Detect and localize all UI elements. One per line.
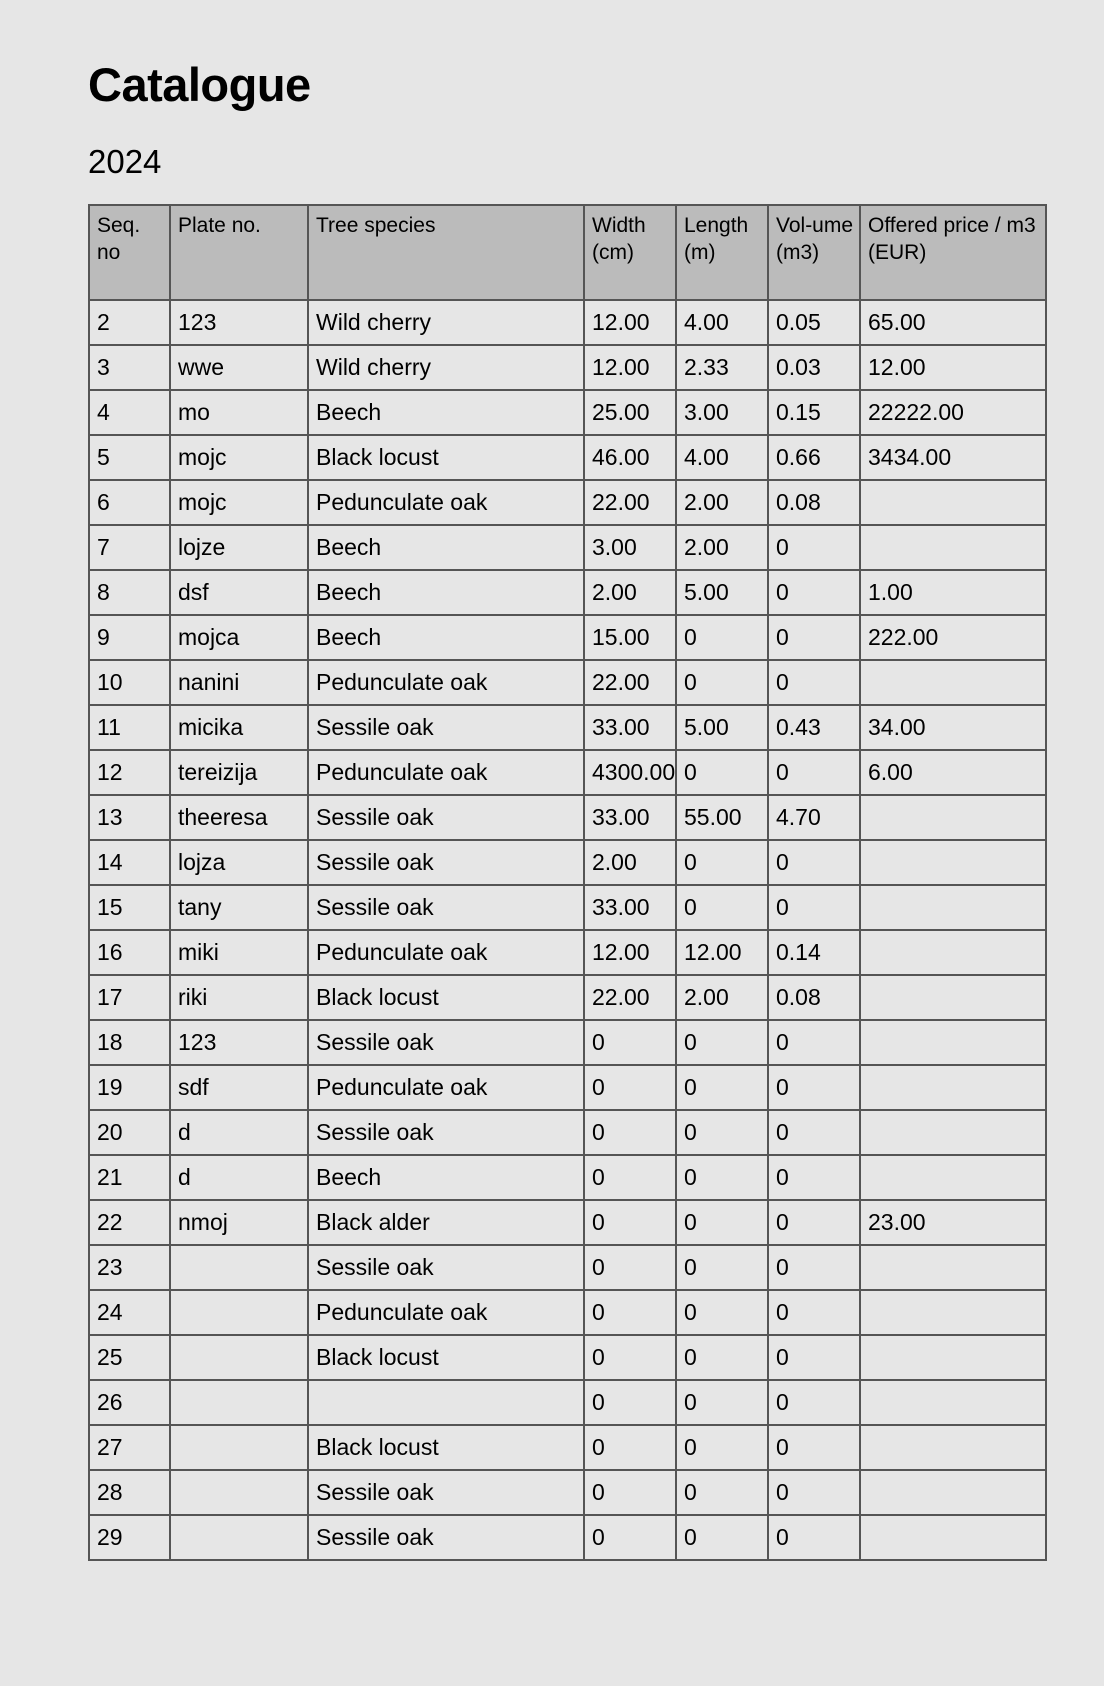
cell-tree-species: Black locust bbox=[308, 975, 584, 1020]
cell-length: 0 bbox=[676, 1515, 768, 1560]
cell-seq-no: 7 bbox=[89, 525, 170, 570]
cell-seq-no: 26 bbox=[89, 1380, 170, 1425]
cell-volume: 0.14 bbox=[768, 930, 860, 975]
cell-seq-no: 20 bbox=[89, 1110, 170, 1155]
cell-plate-no: miki bbox=[170, 930, 308, 975]
cell-width: 33.00 bbox=[584, 795, 676, 840]
cell-seq-no: 10 bbox=[89, 660, 170, 705]
cell-plate-no: 123 bbox=[170, 300, 308, 345]
cell-plate-no bbox=[170, 1425, 308, 1470]
cell-width: 46.00 bbox=[584, 435, 676, 480]
cell-offered-price: 23.00 bbox=[860, 1200, 1046, 1245]
cell-length: 0 bbox=[676, 1335, 768, 1380]
cell-length: 5.00 bbox=[676, 570, 768, 615]
cell-offered-price: 6.00 bbox=[860, 750, 1046, 795]
cell-offered-price bbox=[860, 480, 1046, 525]
cell-width: 33.00 bbox=[584, 705, 676, 750]
cell-volume: 0 bbox=[768, 885, 860, 930]
cell-length: 4.00 bbox=[676, 300, 768, 345]
table-row bbox=[89, 1335, 1046, 1380]
cell-length: 0 bbox=[676, 615, 768, 660]
cell-seq-no: 11 bbox=[89, 705, 170, 750]
cell-plate-no: mojca bbox=[170, 615, 308, 660]
cell-width: 0 bbox=[584, 1470, 676, 1515]
cell-plate-no: tereizija bbox=[170, 750, 308, 795]
cell-seq-no: 4 bbox=[89, 390, 170, 435]
cell-plate-no: mojc bbox=[170, 435, 308, 480]
cell-plate-no: mojc bbox=[170, 480, 308, 525]
cell-volume: 0.15 bbox=[768, 390, 860, 435]
cell-seq-no: 29 bbox=[89, 1515, 170, 1560]
cell-plate-no bbox=[170, 1380, 308, 1425]
header-tree-species: Tree species bbox=[308, 205, 584, 300]
cell-seq-no: 15 bbox=[89, 885, 170, 930]
table-row bbox=[89, 660, 1046, 705]
cell-offered-price: 12.00 bbox=[860, 345, 1046, 390]
cell-offered-price: 3434.00 bbox=[860, 435, 1046, 480]
cell-offered-price bbox=[860, 1425, 1046, 1470]
table-row bbox=[89, 345, 1046, 390]
cell-offered-price bbox=[860, 1245, 1046, 1290]
cell-width: 0 bbox=[584, 1245, 676, 1290]
cell-volume: 0.43 bbox=[768, 705, 860, 750]
table-row bbox=[89, 1470, 1046, 1515]
cell-tree-species bbox=[308, 1380, 584, 1425]
cell-length: 0 bbox=[676, 1065, 768, 1110]
cell-plate-no bbox=[170, 1290, 308, 1335]
cell-seq-no: 5 bbox=[89, 435, 170, 480]
cell-plate-no bbox=[170, 1515, 308, 1560]
cell-tree-species: Sessile oak bbox=[308, 1515, 584, 1560]
cell-plate-no: micika bbox=[170, 705, 308, 750]
cell-volume: 0 bbox=[768, 660, 860, 705]
table-row bbox=[89, 1200, 1046, 1245]
cell-volume: 0 bbox=[768, 1470, 860, 1515]
cell-offered-price bbox=[860, 840, 1046, 885]
cell-length: 0 bbox=[676, 1245, 768, 1290]
cell-length: 2.00 bbox=[676, 525, 768, 570]
cell-seq-no: 8 bbox=[89, 570, 170, 615]
table-row bbox=[89, 435, 1046, 480]
cell-plate-no bbox=[170, 1470, 308, 1515]
table-row bbox=[89, 975, 1046, 1020]
cell-width: 2.00 bbox=[584, 840, 676, 885]
cell-tree-species: Pedunculate oak bbox=[308, 930, 584, 975]
cell-length: 0 bbox=[676, 750, 768, 795]
cell-length: 0 bbox=[676, 1155, 768, 1200]
cell-length: 0 bbox=[676, 1200, 768, 1245]
cell-offered-price bbox=[860, 1155, 1046, 1200]
cell-length: 0 bbox=[676, 660, 768, 705]
cell-length: 2.33 bbox=[676, 345, 768, 390]
cell-offered-price bbox=[860, 1470, 1046, 1515]
cell-tree-species: Beech bbox=[308, 525, 584, 570]
table-row bbox=[89, 480, 1046, 525]
cell-offered-price bbox=[860, 930, 1046, 975]
cell-tree-species: Wild cherry bbox=[308, 300, 584, 345]
cell-volume: 0.08 bbox=[768, 975, 860, 1020]
cell-length: 12.00 bbox=[676, 930, 768, 975]
cell-offered-price: 222.00 bbox=[860, 615, 1046, 660]
table-row bbox=[89, 615, 1046, 660]
table-row bbox=[89, 390, 1046, 435]
table-row bbox=[89, 750, 1046, 795]
cell-length: 0 bbox=[676, 1380, 768, 1425]
cell-offered-price bbox=[860, 885, 1046, 930]
cell-volume: 4.70 bbox=[768, 795, 860, 840]
cell-plate-no: dsf bbox=[170, 570, 308, 615]
cell-offered-price bbox=[860, 1380, 1046, 1425]
cell-tree-species: Sessile oak bbox=[308, 1020, 584, 1065]
table-row bbox=[89, 1065, 1046, 1110]
table-row bbox=[89, 1155, 1046, 1200]
header-offered-price: Offered price / m3 (EUR) bbox=[860, 205, 1046, 300]
cell-length: 4.00 bbox=[676, 435, 768, 480]
cell-length: 2.00 bbox=[676, 975, 768, 1020]
cell-tree-species: Sessile oak bbox=[308, 1245, 584, 1290]
cell-length: 2.00 bbox=[676, 480, 768, 525]
cell-seq-no: 14 bbox=[89, 840, 170, 885]
cell-volume: 0 bbox=[768, 1200, 860, 1245]
cell-volume: 0 bbox=[768, 1425, 860, 1470]
table-row bbox=[89, 300, 1046, 345]
cell-tree-species: Sessile oak bbox=[308, 1470, 584, 1515]
table-header-row bbox=[89, 205, 1046, 300]
cell-volume: 0 bbox=[768, 525, 860, 570]
cell-seq-no: 18 bbox=[89, 1020, 170, 1065]
table-row bbox=[89, 1245, 1046, 1290]
table-body bbox=[89, 300, 1046, 1560]
cell-plate-no: d bbox=[170, 1155, 308, 1200]
cell-width: 12.00 bbox=[584, 300, 676, 345]
cell-volume: 0.66 bbox=[768, 435, 860, 480]
cell-width: 0 bbox=[584, 1335, 676, 1380]
cell-tree-species: Sessile oak bbox=[308, 840, 584, 885]
cell-tree-species: Sessile oak bbox=[308, 885, 584, 930]
cell-seq-no: 22 bbox=[89, 1200, 170, 1245]
cell-length: 5.00 bbox=[676, 705, 768, 750]
catalogue-year: 2024 bbox=[88, 143, 162, 180]
cell-offered-price bbox=[860, 795, 1046, 840]
cell-width: 15.00 bbox=[584, 615, 676, 660]
header-width: Width (cm) bbox=[584, 205, 676, 300]
cell-width: 0 bbox=[584, 1380, 676, 1425]
cell-plate-no: 123 bbox=[170, 1020, 308, 1065]
cell-tree-species: Sessile oak bbox=[308, 1110, 584, 1155]
cell-tree-species: Pedunculate oak bbox=[308, 1065, 584, 1110]
cell-tree-species: Beech bbox=[308, 570, 584, 615]
cell-length: 0 bbox=[676, 840, 768, 885]
cell-length: 0 bbox=[676, 885, 768, 930]
cell-length: 0 bbox=[676, 1470, 768, 1515]
cell-volume: 0 bbox=[768, 750, 860, 795]
cell-length: 0 bbox=[676, 1110, 768, 1155]
cell-tree-species: Black locust bbox=[308, 1335, 584, 1380]
cell-seq-no: 6 bbox=[89, 480, 170, 525]
cell-volume: 0 bbox=[768, 1110, 860, 1155]
cell-plate-no: nanini bbox=[170, 660, 308, 705]
cell-offered-price bbox=[860, 1065, 1046, 1110]
table-row bbox=[89, 840, 1046, 885]
cell-plate-no: nmoj bbox=[170, 1200, 308, 1245]
cell-tree-species: Sessile oak bbox=[308, 795, 584, 840]
table-row bbox=[89, 570, 1046, 615]
cell-seq-no: 9 bbox=[89, 615, 170, 660]
cell-volume: 0 bbox=[768, 840, 860, 885]
cell-volume: 0 bbox=[768, 1335, 860, 1380]
cell-offered-price: 65.00 bbox=[860, 300, 1046, 345]
cell-width: 12.00 bbox=[584, 930, 676, 975]
header-length: Length (m) bbox=[676, 205, 768, 300]
cell-plate-no: lojze bbox=[170, 525, 308, 570]
cell-tree-species: Pedunculate oak bbox=[308, 1290, 584, 1335]
cell-width: 4300.00 bbox=[584, 750, 676, 795]
cell-seq-no: 16 bbox=[89, 930, 170, 975]
cell-width: 0 bbox=[584, 1155, 676, 1200]
page-title: Catalogue bbox=[88, 58, 311, 111]
cell-tree-species: Black locust bbox=[308, 1425, 584, 1470]
table-row bbox=[89, 705, 1046, 750]
cell-volume: 0 bbox=[768, 1515, 860, 1560]
cell-width: 25.00 bbox=[584, 390, 676, 435]
cell-seq-no: 12 bbox=[89, 750, 170, 795]
table-row bbox=[89, 1380, 1046, 1425]
catalogue-table bbox=[88, 204, 1047, 1561]
cell-seq-no: 27 bbox=[89, 1425, 170, 1470]
cell-seq-no: 28 bbox=[89, 1470, 170, 1515]
cell-tree-species: Beech bbox=[308, 390, 584, 435]
cell-width: 33.00 bbox=[584, 885, 676, 930]
cell-offered-price bbox=[860, 975, 1046, 1020]
table-row bbox=[89, 1290, 1046, 1335]
table-row bbox=[89, 525, 1046, 570]
cell-seq-no: 24 bbox=[89, 1290, 170, 1335]
cell-length: 55.00 bbox=[676, 795, 768, 840]
table-row bbox=[89, 1515, 1046, 1560]
table-row bbox=[89, 1425, 1046, 1470]
cell-offered-price bbox=[860, 1335, 1046, 1380]
cell-volume: 0.08 bbox=[768, 480, 860, 525]
cell-width: 0 bbox=[584, 1110, 676, 1155]
cell-plate-no: mo bbox=[170, 390, 308, 435]
cell-plate-no: riki bbox=[170, 975, 308, 1020]
table-row bbox=[89, 1110, 1046, 1155]
cell-width: 2.00 bbox=[584, 570, 676, 615]
cell-offered-price bbox=[860, 660, 1046, 705]
cell-tree-species: Beech bbox=[308, 615, 584, 660]
cell-volume: 0 bbox=[768, 1380, 860, 1425]
cell-plate-no bbox=[170, 1245, 308, 1290]
cell-volume: 0 bbox=[768, 1065, 860, 1110]
cell-volume: 0 bbox=[768, 1290, 860, 1335]
cell-width: 22.00 bbox=[584, 660, 676, 705]
cell-width: 0 bbox=[584, 1020, 676, 1065]
cell-length: 0 bbox=[676, 1290, 768, 1335]
cell-volume: 0 bbox=[768, 615, 860, 660]
cell-offered-price bbox=[860, 1290, 1046, 1335]
cell-offered-price: 1.00 bbox=[860, 570, 1046, 615]
cell-offered-price bbox=[860, 1515, 1046, 1560]
cell-length: 0 bbox=[676, 1020, 768, 1065]
cell-offered-price bbox=[860, 1110, 1046, 1155]
cell-offered-price bbox=[860, 1020, 1046, 1065]
cell-volume: 0 bbox=[768, 570, 860, 615]
cell-tree-species: Sessile oak bbox=[308, 705, 584, 750]
cell-offered-price: 22222.00 bbox=[860, 390, 1046, 435]
cell-tree-species: Pedunculate oak bbox=[308, 750, 584, 795]
cell-plate-no: d bbox=[170, 1110, 308, 1155]
cell-tree-species: Black alder bbox=[308, 1200, 584, 1245]
cell-width: 0 bbox=[584, 1290, 676, 1335]
cell-plate-no: theeresa bbox=[170, 795, 308, 840]
cell-seq-no: 23 bbox=[89, 1245, 170, 1290]
table-row bbox=[89, 1020, 1046, 1065]
header-volume: Vol-ume (m3) bbox=[768, 205, 860, 300]
cell-volume: 0 bbox=[768, 1245, 860, 1290]
cell-seq-no: 3 bbox=[89, 345, 170, 390]
cell-volume: 0 bbox=[768, 1155, 860, 1200]
cell-seq-no: 17 bbox=[89, 975, 170, 1020]
cell-width: 3.00 bbox=[584, 525, 676, 570]
cell-seq-no: 13 bbox=[89, 795, 170, 840]
cell-volume: 0 bbox=[768, 1020, 860, 1065]
cell-volume: 0.03 bbox=[768, 345, 860, 390]
cell-tree-species: Wild cherry bbox=[308, 345, 584, 390]
header-seq-no: Seq. no bbox=[89, 205, 170, 300]
cell-width: 0 bbox=[584, 1425, 676, 1470]
cell-width: 0 bbox=[584, 1065, 676, 1110]
cell-seq-no: 21 bbox=[89, 1155, 170, 1200]
cell-length: 0 bbox=[676, 1425, 768, 1470]
cell-volume: 0.05 bbox=[768, 300, 860, 345]
header-plate-no: Plate no. bbox=[170, 205, 308, 300]
cell-tree-species: Pedunculate oak bbox=[308, 660, 584, 705]
cell-offered-price: 34.00 bbox=[860, 705, 1046, 750]
cell-width: 22.00 bbox=[584, 975, 676, 1020]
cell-seq-no: 19 bbox=[89, 1065, 170, 1110]
cell-plate-no: sdf bbox=[170, 1065, 308, 1110]
cell-tree-species: Pedunculate oak bbox=[308, 480, 584, 525]
cell-seq-no: 25 bbox=[89, 1335, 170, 1380]
table-row bbox=[89, 930, 1046, 975]
cell-offered-price bbox=[860, 525, 1046, 570]
cell-tree-species: Beech bbox=[308, 1155, 584, 1200]
cell-plate-no: wwe bbox=[170, 345, 308, 390]
cell-length: 3.00 bbox=[676, 390, 768, 435]
cell-width: 0 bbox=[584, 1515, 676, 1560]
cell-plate-no: lojza bbox=[170, 840, 308, 885]
cell-width: 22.00 bbox=[584, 480, 676, 525]
cell-plate-no: tany bbox=[170, 885, 308, 930]
cell-plate-no bbox=[170, 1335, 308, 1380]
cell-width: 0 bbox=[584, 1200, 676, 1245]
cell-tree-species: Black locust bbox=[308, 435, 584, 480]
table-row bbox=[89, 795, 1046, 840]
cell-seq-no: 2 bbox=[89, 300, 170, 345]
cell-width: 12.00 bbox=[584, 345, 676, 390]
table-row bbox=[89, 885, 1046, 930]
